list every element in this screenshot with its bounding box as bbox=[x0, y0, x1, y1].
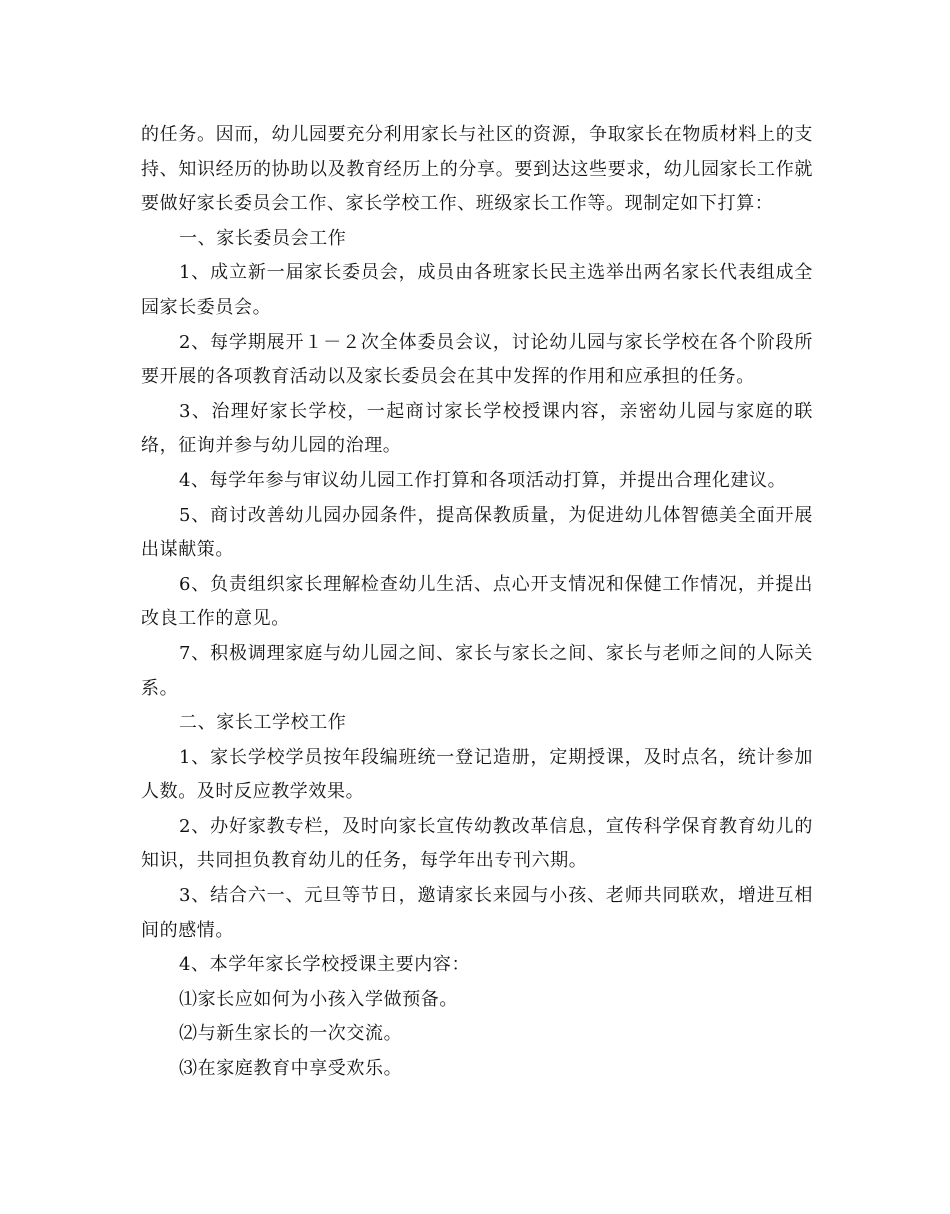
section-heading-parent-school: 二、家长工学校工作 bbox=[179, 712, 347, 734]
sub-list-item: ⑴家长应如何为小孩入学做预备。 bbox=[179, 988, 458, 1010]
paragraph-continuation: 的任务。因而，幼儿园要充分利用家长与社区的资源，争取家长在物质材料上的支持、知识经历的协助以及教育经历上的分享。要到达这些要求，幼儿园家长工作就要做好家长委员会工作、家长学校工作、班级家长工作等。现制定如下打算： bbox=[141, 124, 813, 215]
list-item: 7、积极调理家庭与幼儿园之间、家长与家长之间、家长与老师之间的人际关系。 bbox=[141, 642, 813, 699]
list-item: 1、家长学校学员按年段编班统一登记造册，定期授课，及时点名，统计参加人数。及时反应教学效果。 bbox=[141, 746, 813, 803]
list-item: 5、商讨改善幼儿园办园条件，提高保教质量，为促进幼儿体智德美全面开展出谋献策。 bbox=[141, 504, 813, 561]
sub-list-item: ⑵与新生家长的一次交流。 bbox=[179, 1023, 403, 1045]
list-item: 2、办好家教专栏，及时向家长宣传幼教改革信息，宣传科学保育教育幼儿的知识，共同担负教育幼儿的任务，每学年出专刊六期。 bbox=[141, 815, 813, 872]
sub-list-item: ⑶在家庭教育中享受欢乐。 bbox=[179, 1058, 403, 1080]
list-item: 2、每学期展开１－２次全体委员会议，讨论幼儿园与家长学校在各个阶段所要开展的各项教育活动以及家长委员会在其中发挥的作用和应承担的任务。 bbox=[141, 331, 813, 388]
list-item: 4、本学年家长学校授课主要内容： bbox=[179, 954, 471, 976]
list-item: 3、治理好家长学校，一起商讨家长学校授课内容，亲密幼儿园与家庭的联络，征询并参与幼儿园的治理。 bbox=[141, 400, 813, 457]
section-heading-parent-committee: 一、家长委员会工作 bbox=[179, 227, 347, 249]
document-body bbox=[141, 118, 813, 1087]
list-item: 3、结合六一、元旦等节日，邀请家长来园与小孩、老师共同联欢，增进互相间的感情。 bbox=[141, 885, 813, 941]
list-item: 1、成立新一届家长委员会，成员由各班家长民主选举出两名家长代表组成全园家长委员会。 bbox=[141, 262, 813, 318]
list-item: 4、每学年参与审议幼儿园工作打算和各项活动打算，并提出合理化建议。 bbox=[179, 469, 787, 491]
list-item: 6、负责组织家长理解检查幼儿生活、点心开支情况和保健工作情况，并提出改良工作的意见。 bbox=[141, 573, 813, 630]
